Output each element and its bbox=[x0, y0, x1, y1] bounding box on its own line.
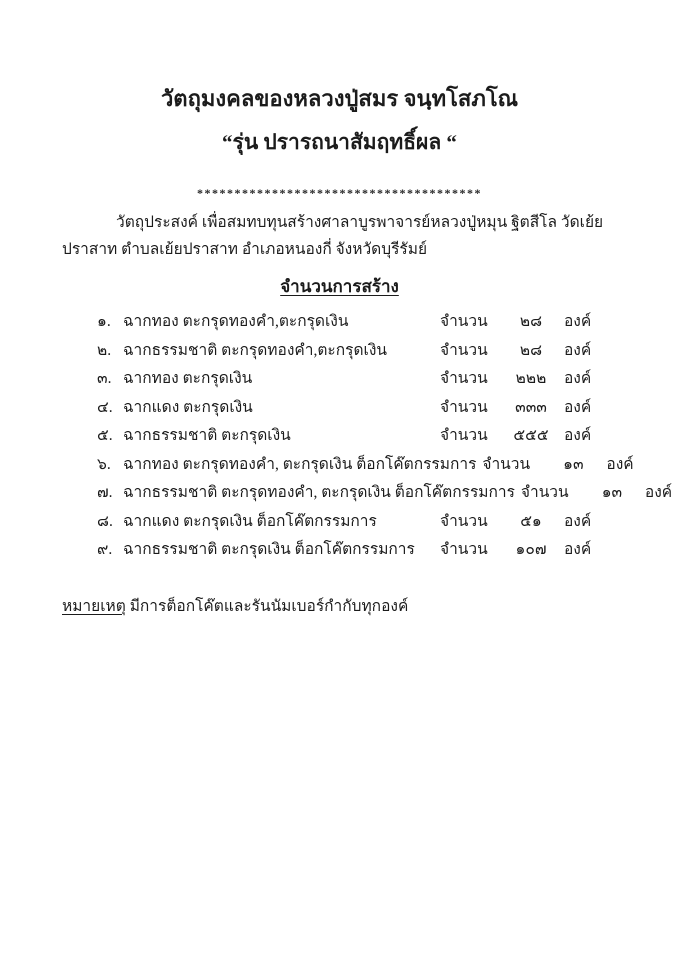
item-number: ๑. bbox=[97, 313, 111, 331]
item-quantity: ๕๕๕ bbox=[513, 427, 549, 445]
count-word: จำนวน bbox=[440, 541, 488, 559]
item-number: ๗. bbox=[97, 484, 113, 502]
item-label: ฉากแดง ตะกรุดเงิน bbox=[123, 398, 253, 416]
item-quantity: ๓๓๓ bbox=[515, 398, 547, 416]
item-quantity: ๕๑ bbox=[520, 512, 542, 530]
list-item bbox=[97, 456, 679, 473]
item-quantity: ๑๐๗ bbox=[515, 541, 547, 559]
item-label: ฉากธรรมชาติ ตะกรุดเงิน ต็อกโค๊ตกรรมการ bbox=[123, 541, 415, 559]
list-item bbox=[97, 513, 679, 530]
item-label: ฉากธรรมชาติ ตะกรุดทองคำ, ตะกรุดเงิน ต็อกโค๊ตกรรมการ bbox=[123, 484, 515, 502]
item-label: ฉากทอง ตะกรุดทองคำ, ตะกรุดเงิน ต็อกโค๊ตกรรมการ bbox=[123, 455, 477, 473]
item-number: ๓. bbox=[97, 370, 112, 388]
item-number: ๒. bbox=[97, 341, 112, 359]
item-number: ๘. bbox=[97, 512, 113, 530]
item-number: ๙. bbox=[97, 541, 113, 559]
list-item bbox=[97, 342, 679, 359]
list-item bbox=[97, 427, 679, 444]
item-unit: องค์ bbox=[564, 427, 592, 445]
count-word: จำนวน bbox=[440, 341, 488, 359]
item-number: ๔. bbox=[97, 398, 113, 416]
list-item bbox=[97, 541, 679, 558]
item-quantity: ๑๓ bbox=[601, 484, 623, 502]
item-unit: องค์ bbox=[564, 398, 592, 416]
count-word: จำนวน bbox=[440, 512, 488, 530]
item-unit: องค์ bbox=[606, 455, 634, 473]
item-label: ฉากธรรมชาติ ตะกรุดทองคำ,ตะกรุดเงิน bbox=[123, 341, 387, 359]
item-unit: องค์ bbox=[564, 541, 592, 559]
item-number: ๖. bbox=[97, 455, 111, 473]
item-number: ๕. bbox=[97, 427, 113, 445]
item-quantity: ๒๒๒ bbox=[515, 370, 547, 388]
count-word: จำนวน bbox=[440, 313, 488, 331]
list-item bbox=[97, 399, 679, 416]
count-word: จำนวน bbox=[440, 427, 488, 445]
item-unit: องค์ bbox=[564, 341, 592, 359]
item-label: ฉากทอง ตะกรุดเงิน bbox=[123, 370, 253, 388]
footnote-text: มีการต็อกโค๊ตและรันนัมเบอร์กำกับทุกองค์ bbox=[125, 598, 409, 616]
list-item bbox=[97, 313, 679, 330]
item-label: ฉากทอง ตะกรุดทองคำ,ตะกรุดเงิน bbox=[123, 313, 349, 331]
list-item bbox=[97, 484, 679, 501]
list-item bbox=[97, 370, 679, 387]
item-unit: องค์ bbox=[564, 313, 592, 331]
purpose-paragraph: วัตถุประสงค์ เพื่อสมทบทุนสร้างศาลาบูรพาจารย์หลวงปู่หมุน ฐิตสีโล วัดเย้ยปราสาท ตำบลเย้ยปราสาท อำเภอหนองกี่ จังหวัดบุรีรัมย์ bbox=[62, 214, 604, 259]
document-title: วัตถุมงคลของหลวงปู่สมร จนฺทโสภโณ bbox=[160, 86, 519, 111]
document-subtitle: “รุ่น ปรารถนาสัมฤทธิ์ผล “ bbox=[222, 129, 457, 154]
count-word: จำนวน bbox=[440, 398, 488, 416]
item-quantity: ๒๘ bbox=[519, 313, 543, 331]
count-word: จำนวน bbox=[440, 370, 488, 388]
item-label: ฉากธรรมชาติ ตะกรุดเงิน bbox=[123, 427, 291, 445]
asterisk-divider: ************************************** bbox=[197, 186, 482, 201]
quantity-list bbox=[97, 313, 679, 558]
item-quantity: ๑๓ bbox=[563, 455, 584, 473]
footnote-label: หมายเหตุ bbox=[62, 598, 126, 616]
list-heading: จำนวนการสร้าง bbox=[280, 277, 399, 297]
item-label: ฉากแดง ตะกรุดเงิน ต็อกโค๊ตกรรมการ bbox=[123, 512, 377, 530]
item-unit: องค์ bbox=[644, 484, 673, 502]
item-unit: องค์ bbox=[564, 512, 592, 530]
count-word: จำนวน bbox=[520, 484, 569, 502]
footnote bbox=[62, 595, 619, 619]
count-word: จำนวน bbox=[482, 455, 531, 473]
item-quantity: ๒๘ bbox=[519, 341, 543, 359]
item-unit: องค์ bbox=[564, 370, 592, 388]
